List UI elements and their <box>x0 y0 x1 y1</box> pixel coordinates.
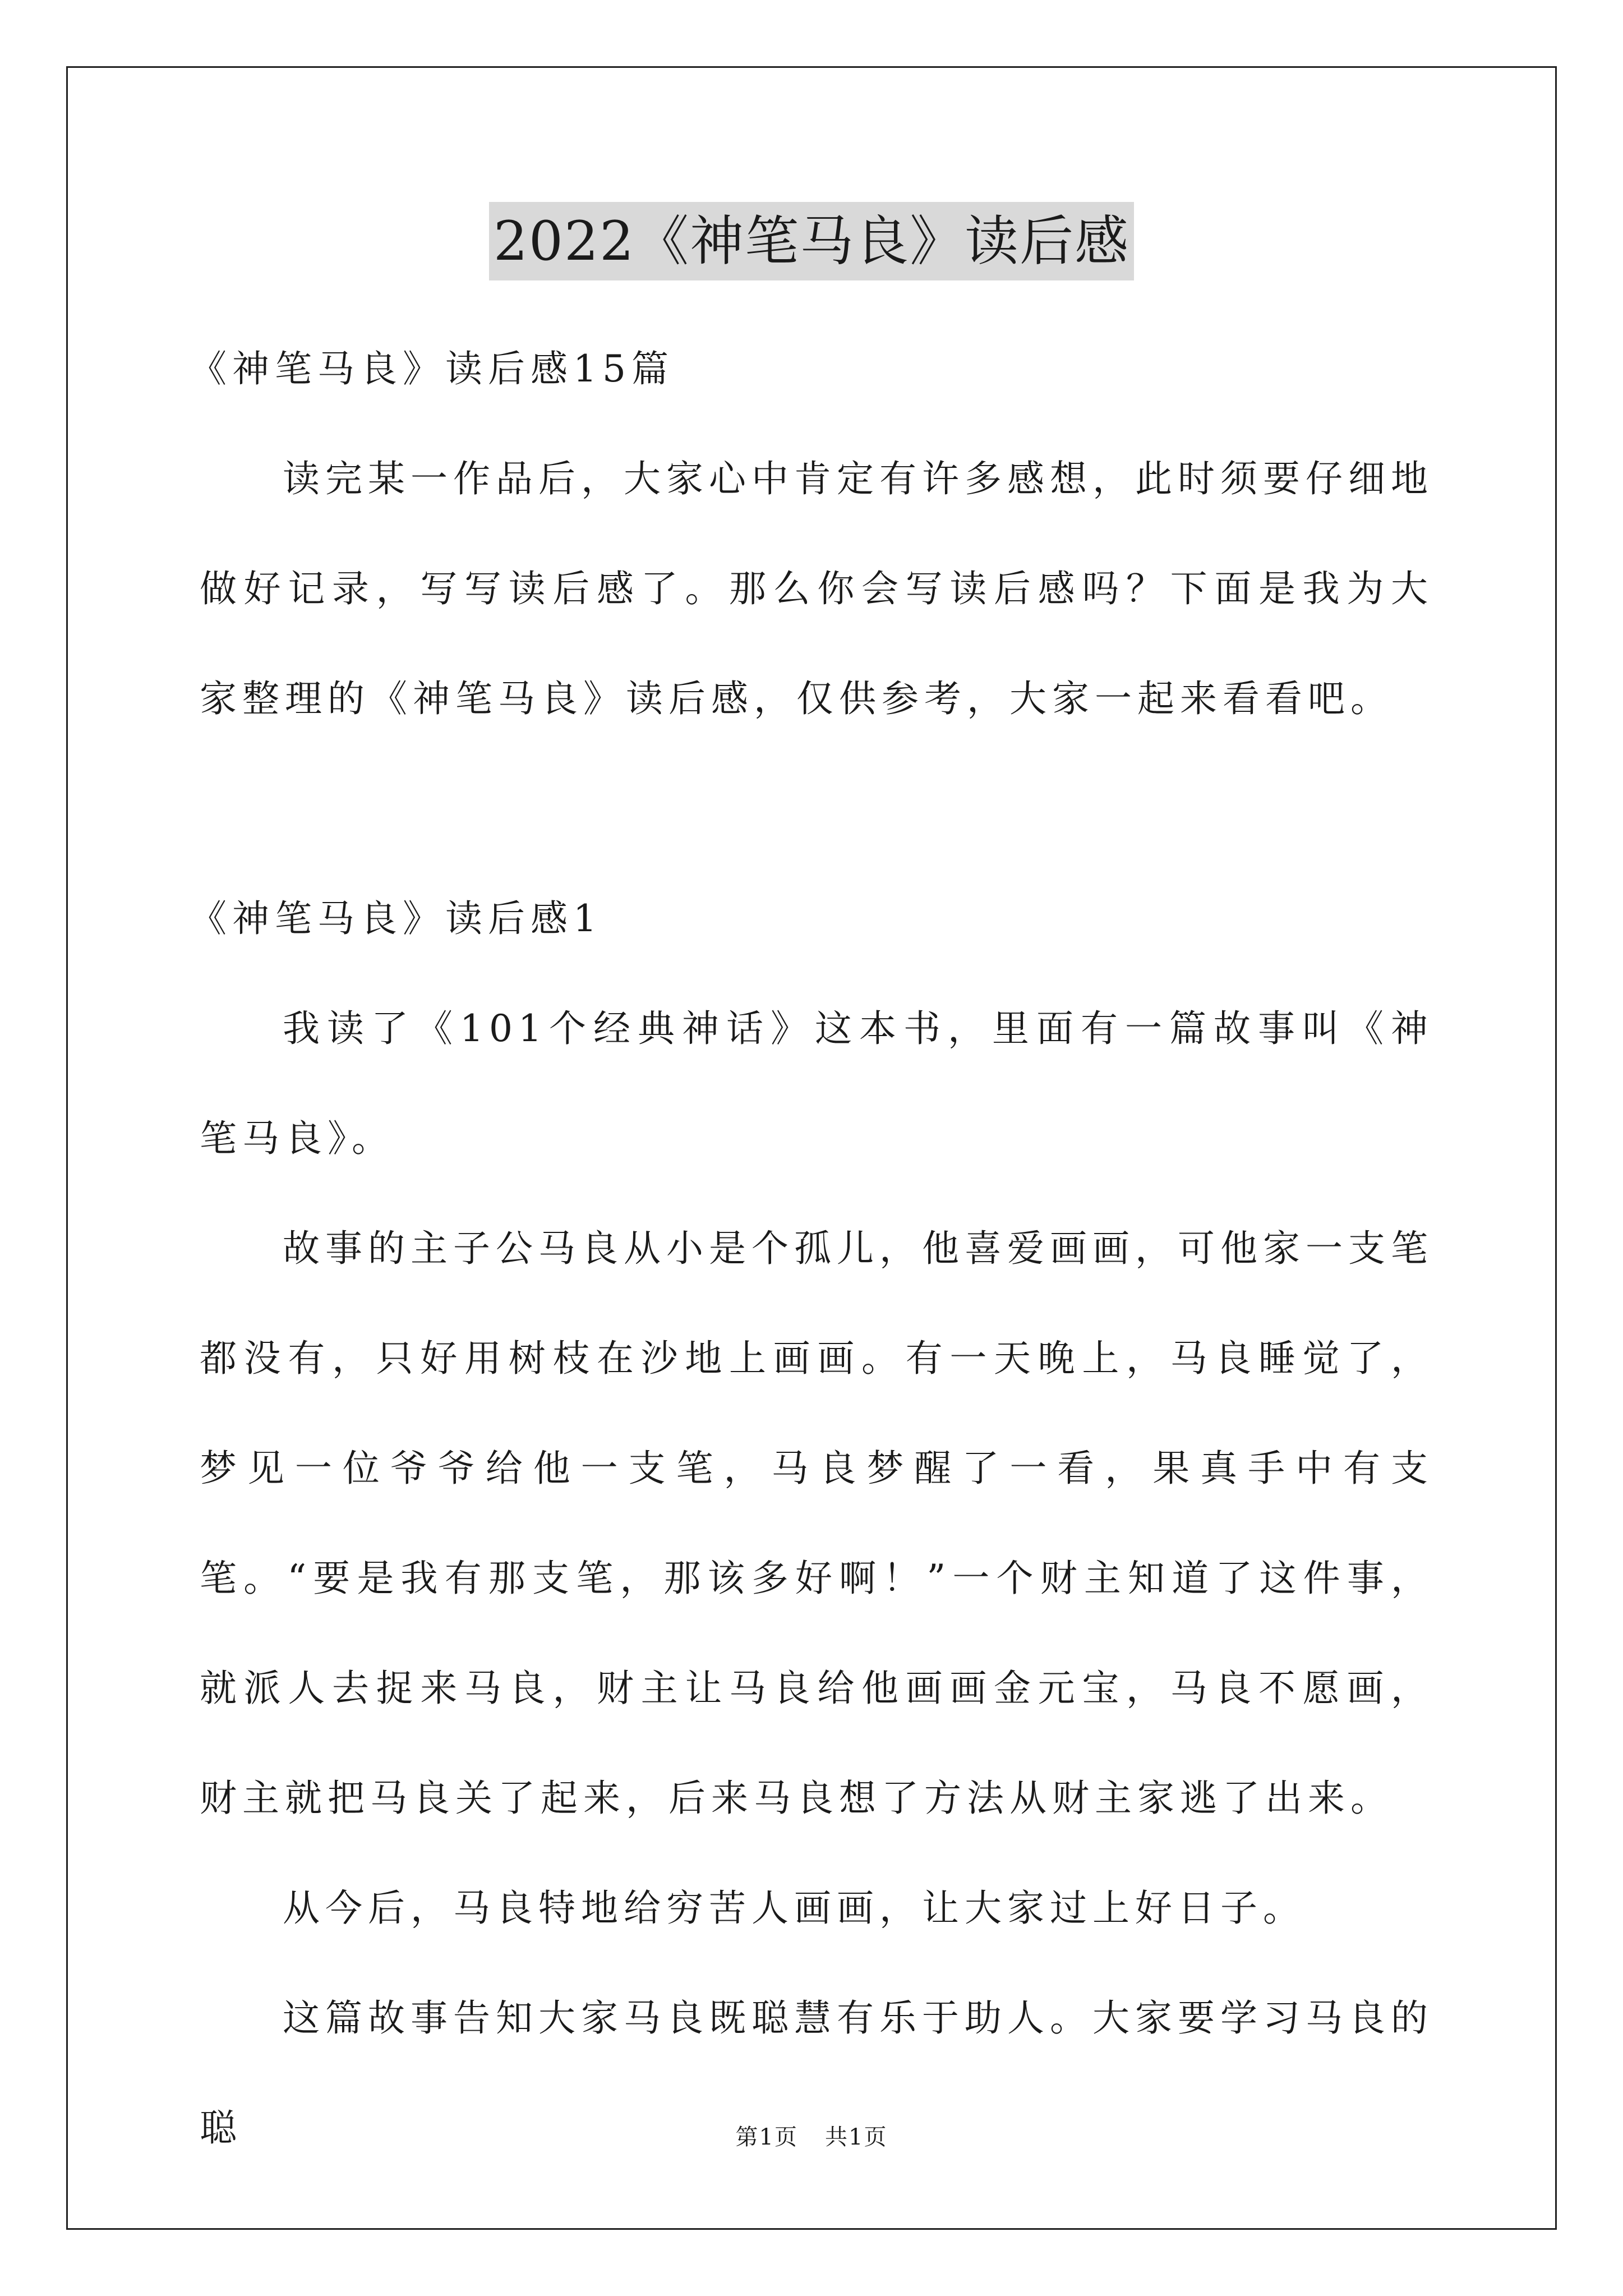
section-heading: 《神笔马良》读后感1 <box>190 897 602 940</box>
spacer <box>200 754 1433 864</box>
document-body <box>190 314 1433 2183</box>
subtitle: 《神笔马良》读后感15篇 <box>190 347 674 390</box>
page-number-total: 共1页 <box>825 2124 888 2150</box>
document-title: 2022《神笔马良》读后感 <box>489 202 1134 280</box>
body-paragraph-4: 这篇故事告知大家马良既聪慧有乐于助人。大家要学习马良的聪 <box>200 1996 1433 2150</box>
title-container <box>0 202 1623 280</box>
intro-paragraph: 读完某一作品后，大家心中肯定有许多感想，此时须要仔细地做好记录，写写读后感了。那么你会写读后感吗？下面是我为大家整理的《神笔马良》读后感，仅供参考，大家一起来看看吧。 <box>200 457 1433 720</box>
page-footer <box>0 2119 1623 2151</box>
body-paragraph-3: 从今后，马良特地给穷苦人画画，让大家过上好日子。 <box>283 1887 1306 1930</box>
body-paragraph-2: 故事的主子公马良从小是个孤儿，他喜爱画画，可他家一支笔都没有，只好用树枝在沙地上画画。有一天晚上，马良睡觉了，梦见一位爷爷给他一支笔，马良梦醒了一看，果真手中有支笔。“要是我有那支笔，那该多好啊！”一个财主知道了这件事，就派人去捉来马良，财主让马良给他画画金元宝，马良不愿画，财主就把马良关了起来，后来马良想了方法从财主家逃了出来。 <box>200 1227 1433 1820</box>
page-number-current: 第1页 <box>735 2124 798 2150</box>
body-paragraph-1: 我读了《101个经典神话》这本书，里面有一篇故事叫《神笔马良》。 <box>200 1007 1433 1160</box>
